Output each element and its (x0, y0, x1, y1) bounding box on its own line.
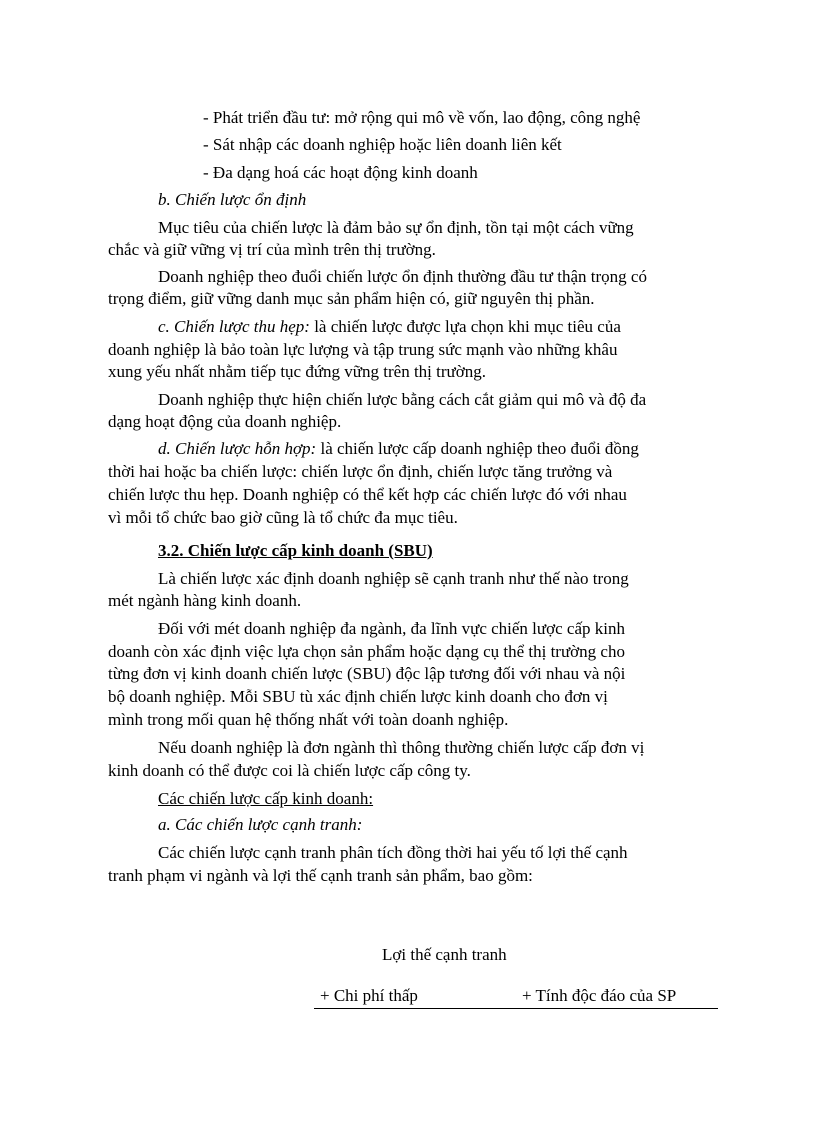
subheading-strategies: Các chiến lược cấp kinh doanh: (158, 789, 374, 808)
paragraph-line: trọng điểm, giữ vững danh mục sản phẩm hiện có, giữ nguyên thị phần. (108, 289, 595, 308)
paragraph-line (158, 316, 621, 338)
paragraph-line: chiến lược thu hẹp. Doanh nghiệp có thể kết hợp các chiến lược đó với nhau (108, 485, 627, 504)
table-rule (314, 1008, 718, 1009)
paragraph-line: kinh doanh có thể được coi là chiến lược cấp công ty. (108, 761, 471, 780)
subheading-a: a. Các chiến lược cạnh tranh: (158, 815, 363, 834)
table-column-uniqueness: + Tính độc đáo của SP (522, 986, 677, 1005)
paragraph-text: là chiến lược cấp doanh nghiệp theo đuổi đồng (316, 439, 639, 458)
paragraph-line: xung yếu nhất nhằm tiếp tục đứng vững trên thị trường. (108, 362, 486, 381)
subheading-d: d. Chiến lược hỗn hợp: (158, 439, 317, 458)
paragraph-line: dạng hoạt động của doanh nghiệp. (108, 412, 342, 431)
paragraph-line: thời hai hoặc ba chiến lược: chiến lược ổn định, chiến lược tăng trưởng và (108, 462, 613, 481)
paragraph-line: Là chiến lược xác định doanh nghiệp sẽ cạnh tranh như thế nào trong (158, 569, 629, 588)
paragraph-line: bộ doanh nghiệp. Mỗi SBU tù xác định chiến lược kinh doanh cho đơn vị (108, 687, 608, 706)
bullet-item: - Phát triển đầu tư: mở rộng qui mô về vốn, lao động, công nghệ (203, 108, 641, 127)
paragraph-line (158, 438, 639, 460)
paragraph-line: Doanh nghiệp theo đuổi chiến lược ổn định thường đầu tư thận trọng có (158, 267, 647, 286)
paragraph-line: Các chiến lược cạnh tranh phân tích đồng thời hai yếu tố lợi thế cạnh (158, 843, 628, 862)
table-column-cost: + Chi phí thấp (320, 986, 418, 1005)
subheading-c: c. Chiến lược thu hẹp: (158, 317, 310, 336)
bullet-item: - Sát nhập các doanh nghiệp hoặc liên doanh liên kết (203, 135, 562, 154)
section-heading: 3.2. Chiến lược cấp kinh doanh (SBU) (158, 541, 433, 560)
bullet-item: - Đa dạng hoá các hoạt động kinh doanh (203, 163, 478, 182)
paragraph-line: chắc và giữ vững vị trí của mình trên thị trường. (108, 240, 436, 259)
paragraph-line: tranh phạm vi ngành và lợi thế cạnh tranh sản phẩm, bao gồm: (108, 866, 533, 885)
paragraph-line: vì mỗi tổ chức bao giờ cũng là tổ chức đa mục tiêu. (108, 508, 458, 527)
paragraph-text: là chiến lược được lựa chọn khi mục tiêu của (309, 317, 621, 336)
table-header: Lợi thế cạnh tranh (382, 945, 507, 964)
paragraph-line: Doanh nghiệp thực hiện chiến lược bằng cách cắt giảm qui mô và độ đa (158, 390, 647, 409)
paragraph-line: từng đơn vị kinh doanh chiến lược (SBU) độc lập tương đối với nhau và nội (108, 664, 626, 683)
paragraph-line: mình trong mối quan hệ thống nhất với toàn doanh nghiệp. (108, 710, 509, 729)
subheading-b: b. Chiến lược ổn định (158, 190, 307, 209)
paragraph-line: Mục tiêu của chiến lược là đảm bảo sự ổn định, tồn tại một cách vững (158, 218, 634, 237)
paragraph-line: Đối với mét doanh nghiệp đa ngành, đa lĩnh vực chiến lược cấp kinh (158, 619, 625, 638)
paragraph-line: mét ngành hàng kinh doanh. (108, 591, 302, 610)
paragraph-line: Nếu doanh nghiệp là đơn ngành thì thông thường chiến lược cấp đơn vị (158, 738, 645, 757)
paragraph-line: doanh nghiệp là bảo toàn lực lượng và tập trung sức mạnh vào những khâu (108, 340, 618, 359)
paragraph-line: doanh còn xác định việc lựa chọn sản phẩm hoặc dạng cụ thể thị trường cho (108, 642, 625, 661)
